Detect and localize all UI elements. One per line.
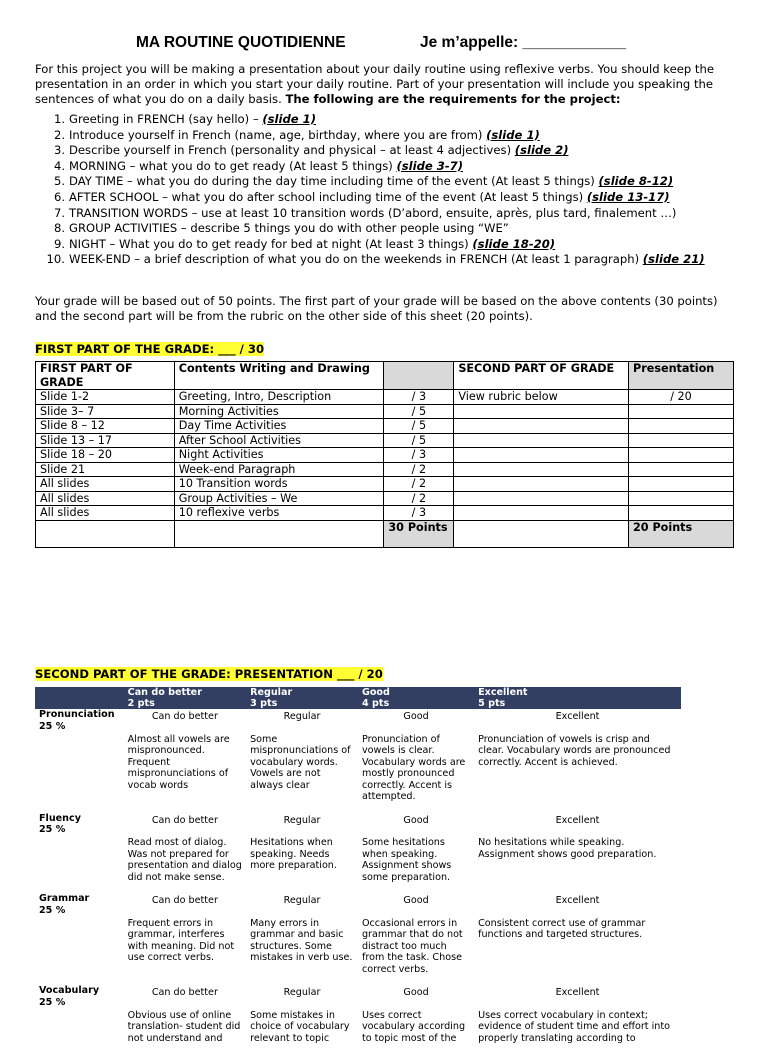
- grade-cell: [454, 506, 629, 521]
- rubric-description: Read most of dialog. Was not prepared for presentation and dialog did not make sense.: [124, 837, 246, 893]
- grade-header-cell: [384, 362, 454, 390]
- requirement-number: 10.: [35, 252, 65, 268]
- grade-cell: Morning Activities: [174, 404, 384, 419]
- rubric-description: Many errors in grammar and basic structures. Some mistakes in verb use.: [246, 918, 358, 986]
- rubric-level: Good: [358, 893, 474, 918]
- rubric-level-row: [35, 985, 681, 1010]
- rubric-criterion: Vocabulary 25 %: [35, 985, 124, 1054]
- rubric-level: Can do better: [124, 985, 246, 1010]
- grade-cell: [454, 462, 629, 477]
- table-row: [36, 462, 734, 477]
- grade-cell: Slide 1-2: [36, 390, 175, 405]
- rubric-level: Good: [358, 985, 474, 1010]
- grade-cell: Group Activities – We: [174, 491, 384, 506]
- grade-table: [35, 361, 734, 548]
- requirement-slide: (slide 2): [515, 143, 569, 157]
- requirement-item: [35, 221, 735, 237]
- grade-cell: Slide 8 – 12: [36, 419, 175, 434]
- rubric-description: Uses correct vocabulary according to topic most of the: [358, 1010, 474, 1054]
- rubric-header: [35, 687, 681, 709]
- requirement-item: [35, 112, 735, 128]
- rubric-header-cell: Regular 3 pts: [246, 687, 358, 709]
- rubric-description: Some mistakes in choice of vocabulary relevant to topic: [246, 1010, 358, 1054]
- grade-cell: [454, 404, 629, 419]
- rubric-header-cell: Can do better 2 pts: [124, 687, 246, 709]
- requirements-list: [35, 112, 735, 268]
- grade-cell: / 2: [384, 462, 454, 477]
- rubric-description: No hesitations while speaking. Assignment shows good preparation.: [474, 837, 681, 893]
- requirement-text: MORNING – what you do to get ready (At least 5 things): [69, 159, 396, 173]
- rubric-criterion: Grammar 25 %: [35, 893, 124, 985]
- requirement-item: [35, 237, 735, 253]
- rubric-description-row: [35, 734, 681, 813]
- rubric-header-cell: [35, 687, 124, 709]
- requirement-text: Greeting in FRENCH (say hello) –: [69, 112, 262, 126]
- grade-cell: / 2: [384, 477, 454, 492]
- grade-header-cell: FIRST PART OF GRADE: [36, 362, 175, 390]
- grade-cell: View rubric below: [454, 390, 629, 405]
- first-part-heading: FIRST PART OF THE GRADE: ___ / 30: [35, 338, 264, 357]
- grade-cell: 10 reflexive verbs: [174, 506, 384, 521]
- rubric-header-cell: Good 4 pts: [358, 687, 474, 709]
- requirement-text: TRANSITION WORDS – use at least 10 transition words (D’abord, ensuite, après, plus tard, finalement …): [69, 206, 676, 220]
- grade-cell: [629, 404, 734, 419]
- rubric-description: Consistent correct use of grammar functions and targeted structures.: [474, 918, 681, 986]
- rubric-description: Obvious use of online translation- student did not understand and: [124, 1010, 246, 1054]
- grade-cell: 10 Transition words: [174, 477, 384, 492]
- requirement-item: [35, 174, 735, 190]
- grade-cell: Greeting, Intro, Description: [174, 390, 384, 405]
- grade-total-row: [36, 520, 734, 547]
- requirement-number: 6.: [35, 190, 65, 206]
- requirement-slide: (slide 13-17): [587, 190, 670, 204]
- requirement-text: Describe yourself in French (personality and physical – at least 4 adjectives): [69, 143, 515, 157]
- total-first-points: 30 Points: [384, 520, 454, 547]
- grade-cell: Slide 13 – 17: [36, 433, 175, 448]
- requirement-text: AFTER SCHOOL – what you do after school including time of the event (At least 5 things): [69, 190, 587, 204]
- grade-cell: / 5: [384, 433, 454, 448]
- rubric-description: Some mispronunciations of vocabulary words. Vowels are not always clear: [246, 734, 358, 813]
- grade-cell: Week-end Paragraph: [174, 462, 384, 477]
- grade-cell: / 2: [384, 491, 454, 506]
- grade-cell: Day Time Activities: [174, 419, 384, 434]
- table-row: [36, 404, 734, 419]
- grade-explanation: Your grade will be based out of 50 points. The first part of your grade will be based on the above contents (30 points) and the second part will be from the rubric on the other side of this sheet (20 points).: [35, 294, 735, 324]
- requirement-text: GROUP ACTIVITIES – describe 5 things you do with other people using “WE”: [69, 221, 509, 235]
- grade-cell: [174, 520, 384, 547]
- rubric-level: Good: [358, 709, 474, 734]
- grade-cell: / 3: [384, 448, 454, 463]
- rubric-description: Occasional errors in grammar that do not distract too much from the task. Chose correct verbs.: [358, 918, 474, 986]
- rubric-criterion: Pronunciation 25 %: [35, 709, 124, 813]
- requirement-number: 2.: [35, 128, 65, 144]
- grade-cell: / 3: [384, 390, 454, 405]
- rubric-level: Excellent: [474, 985, 681, 1010]
- grade-cell: [454, 433, 629, 448]
- rubric-level: Regular: [246, 985, 358, 1010]
- rubric-description: Pronunciation of vowels is clear. Vocabulary words are mostly pronounced correctly. Accent is attempted.: [358, 734, 474, 813]
- grade-cell: / 3: [384, 506, 454, 521]
- grade-cell: [36, 520, 175, 547]
- grade-cell: [629, 448, 734, 463]
- rubric-level: Can do better: [124, 893, 246, 918]
- grade-cell: [454, 477, 629, 492]
- grade-table-header: [36, 362, 734, 390]
- requirement-number: 9.: [35, 237, 65, 253]
- rubric-level: Can do better: [124, 813, 246, 838]
- requirement-slide: (slide 8-12): [599, 174, 674, 188]
- intro-text: For this project you will be making a presentation about your daily routine using reflexive verbs. You should keep the presentation in an order in which you start your daily routine. Part of your presentation will include you speaking the sentences of what you do on a daily basis.: [35, 62, 714, 106]
- rubric-level: Excellent: [474, 893, 681, 918]
- grade-cell: Slide 3– 7: [36, 404, 175, 419]
- requirement-slide: (slide 1): [486, 128, 540, 142]
- rubric-description: Frequent errors in grammar, interferes with meaning. Did not use correct verbs.: [124, 918, 246, 986]
- grade-cell: Slide 21: [36, 462, 175, 477]
- table-row: [36, 390, 734, 405]
- grade-cell: [629, 506, 734, 521]
- grade-cell: [454, 419, 629, 434]
- rubric-description-row: [35, 1010, 681, 1054]
- requirement-item: [35, 252, 735, 268]
- grade-cell: / 5: [384, 419, 454, 434]
- grade-cell: Night Activities: [174, 448, 384, 463]
- requirement-text: WEEK-END – a brief description of what you do on the weekends in FRENCH (At least 1 paragraph): [69, 252, 643, 266]
- requirement-slide: (slide 3-7): [396, 159, 463, 173]
- rubric-level: Good: [358, 813, 474, 838]
- grade-cell: All slides: [36, 506, 175, 521]
- requirement-number: 4.: [35, 159, 65, 175]
- second-part-heading: SECOND PART OF THE GRADE: PRESENTATION ___ / 20: [35, 663, 383, 682]
- grade-cell: All slides: [36, 477, 175, 492]
- requirement-slide: (slide 18-20): [472, 237, 555, 251]
- rubric-level-row: [35, 893, 681, 918]
- requirement-slide: (slide 21): [643, 252, 705, 266]
- grade-cell: [454, 520, 629, 547]
- rubric-level: Excellent: [474, 813, 681, 838]
- grade-cell: / 20: [629, 390, 734, 405]
- grade-cell: [629, 462, 734, 477]
- table-row: [36, 433, 734, 448]
- rubric-description: Almost all vowels are mispronounced. Frequent mispronunciations of vocab words: [124, 734, 246, 813]
- rubric-level-row: [35, 813, 681, 838]
- grade-cell: [454, 491, 629, 506]
- rubric-level: Excellent: [474, 709, 681, 734]
- requirement-item: [35, 128, 735, 144]
- rubric-table: [35, 687, 681, 1054]
- rubric-description-row: [35, 837, 681, 893]
- grade-header-cell: Presentation: [629, 362, 734, 390]
- document-title: MA ROUTINE QUOTIDIENNE: [136, 34, 346, 52]
- requirement-number: 1.: [35, 112, 65, 128]
- rubric-description: Uses correct vocabulary in context; evidence of student time and effort into properly translating according to: [474, 1010, 681, 1054]
- rubric-level-row: [35, 709, 681, 734]
- grade-header-cell: SECOND PART OF GRADE: [454, 362, 629, 390]
- requirement-item: [35, 206, 735, 222]
- grade-cell: [629, 477, 734, 492]
- requirement-slide: (slide 1): [262, 112, 316, 126]
- requirement-number: 3.: [35, 143, 65, 159]
- grade-cell: Slide 18 – 20: [36, 448, 175, 463]
- table-row: [36, 419, 734, 434]
- table-row: [36, 448, 734, 463]
- table-row: [36, 491, 734, 506]
- requirement-item: [35, 159, 735, 175]
- requirement-text: DAY TIME – what you do during the day time including time of the event (At least 5 things): [69, 174, 599, 188]
- requirement-text: NIGHT – What you do to get ready for bed at night (At least 3 things): [69, 237, 472, 251]
- total-second-points: 20 Points: [629, 520, 734, 547]
- name-label: Je m’appelle: ____________: [420, 34, 626, 52]
- requirement-number: 7.: [35, 206, 65, 222]
- grade-cell: [454, 448, 629, 463]
- table-row: [36, 477, 734, 492]
- requirement-text: Introduce yourself in French (name, age, birthday, where you are from): [69, 128, 486, 142]
- rubric-description: Hesitations when speaking. Needs more preparation.: [246, 837, 358, 893]
- grade-header-cell: Contents Writing and Drawing: [174, 362, 384, 390]
- grade-cell: [629, 433, 734, 448]
- grade-cell: [629, 491, 734, 506]
- rubric-level: Regular: [246, 709, 358, 734]
- requirement-number: 8.: [35, 221, 65, 237]
- grade-cell: After School Activities: [174, 433, 384, 448]
- table-row: [36, 506, 734, 521]
- intro-bold: The following are the requirements for the project:: [285, 92, 620, 106]
- rubric-level: Regular: [246, 813, 358, 838]
- rubric-description: Some hesitations when speaking. Assignment shows some preparation.: [358, 837, 474, 893]
- requirement-item: [35, 143, 735, 159]
- rubric-criterion: Fluency 25 %: [35, 813, 124, 894]
- rubric-description-row: [35, 918, 681, 986]
- rubric-level: Can do better: [124, 709, 246, 734]
- rubric-level: Regular: [246, 893, 358, 918]
- intro-paragraph: [35, 62, 735, 107]
- grade-cell: [629, 419, 734, 434]
- rubric-header-cell: Excellent 5 pts: [474, 687, 681, 709]
- requirement-item: [35, 190, 735, 206]
- rubric-description: Pronunciation of vowels is crisp and clear. Vocabulary words are pronounced correctly. Accent is achieved.: [474, 734, 681, 813]
- grade-cell: All slides: [36, 491, 175, 506]
- requirement-number: 5.: [35, 174, 65, 190]
- grade-cell: / 5: [384, 404, 454, 419]
